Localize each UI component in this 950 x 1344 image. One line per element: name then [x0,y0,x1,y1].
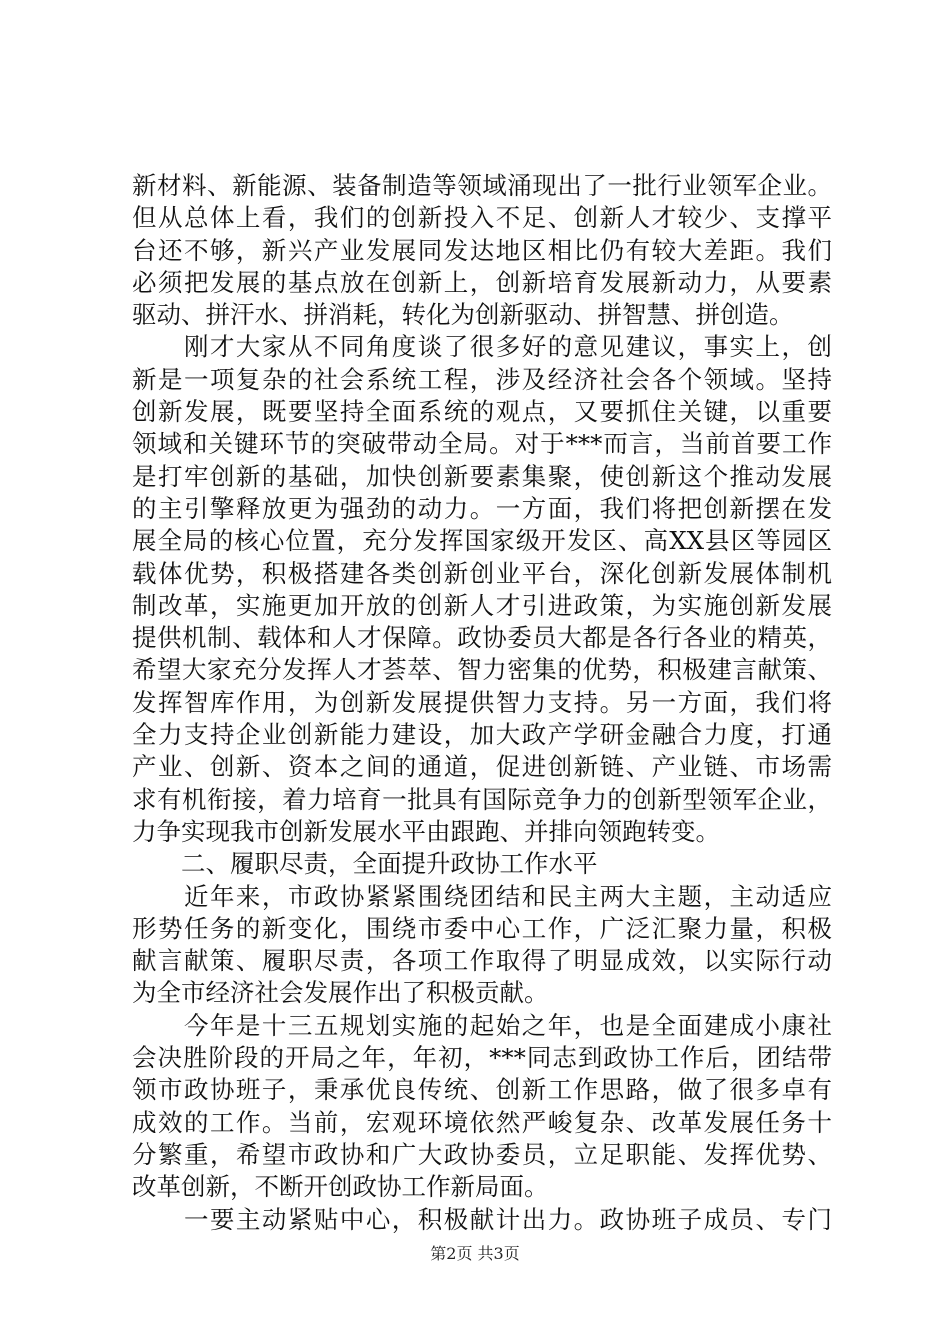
text-line: 会决胜阶段的开局之年，年初，***同志到政协工作后，团结带 [132,1043,832,1073]
text-line: 台还不够，新兴产业发展同发达地区相比仍有较大差距。我们 [132,235,832,265]
text-line: 新是一项复杂的社会系统工程，涉及经济社会各个领域。坚持 [132,364,832,394]
text-line: 全力支持企业创新能力建设，加大政产学研金融合力度，打通 [132,720,832,750]
text-line: 驱动、拼汗水、拼消耗，转化为创新驱动、拼智慧、拼创造。 [132,300,794,330]
text-line: 展全局的核心位置，充分发挥国家级开发区、高XX县区等园区 [132,526,832,556]
text-line: 领市政协班子，秉承优良传统、创新工作思路，做了很多卓有 [132,1075,832,1105]
document-body [132,170,832,1236]
text-line: 刚才大家从不同角度谈了很多好的意见建议，事实上，创 [132,332,832,362]
page-footer: 第2页 共3页 [430,1244,520,1263]
text-line: 为全市经济社会发展作出了积极贡献。 [132,978,549,1008]
text-line: 载体优势，积极搭建各类创新创业平台，深化创新发展体制机 [132,558,832,588]
text-line: 制改革，实施更加开放的创新人才引进政策，为实施创新发展 [132,590,832,620]
text-line: 力争实现我市创新发展水平由跟跑、并排向领跑转变。 [132,816,720,846]
text-line: 但从总体上看，我们的创新投入不足、创新人才较少、支撑平 [132,203,832,233]
text-line: 成效的工作。当前，宏观环境依然严峻复杂、改革发展任务十 [132,1107,832,1137]
text-line: 二、履职尽责，全面提升政协工作水平 [132,849,598,879]
text-line: 产业、创新、资本之间的通道，促进创新链、产业链、市场需 [132,752,832,782]
text-line: 发挥智库作用，为创新发展提供智力支持。另一方面，我们将 [132,687,832,717]
text-line: 近年来，市政协紧紧围绕团结和民主两大主题，主动适应 [132,881,832,911]
text-line: 新材料、新能源、装备制造等领域涌现出了一批行业领军企业。 [132,171,832,200]
text-line: 求有机衔接，着力培育一批具有国际竞争力的创新型领军企业， [132,784,832,814]
text-line: 一要主动紧贴中心，积极献计出力。政协班子成员、专门 [132,1204,832,1234]
text-line: 提供机制、载体和人才保障。政协委员大都是各行各业的精英， [132,623,832,653]
text-line: 献言献策、履职尽责，各项工作取得了明显成效，以实际行动 [132,946,832,976]
text-line: 是打牢创新的基础，加快创新要素集聚，使创新这个推动发展 [132,461,832,491]
text-line: 形势任务的新变化，围绕市委中心工作，广泛汇聚力量，积极 [132,913,832,943]
text-line: 希望大家充分发挥人才荟萃、智力密集的优势，积极建言献策、 [132,655,832,685]
text-line: 今年是十三五规划实施的起始之年，也是全面建成小康社 [132,1010,832,1040]
text-line: 改革创新，不断开创政协工作新局面。 [132,1172,549,1202]
text-line: 分繁重，希望市政协和广大政协委员，立足职能、发挥优势、 [132,1139,832,1169]
text-line: 创新发展，既要坚持全面系统的观点，又要抓住关键，以重要 [132,397,832,427]
text-line: 必须把发展的基点放在创新上，创新培育发展新动力，从要素 [132,267,832,297]
text-line: 领域和关键环节的突破带动全局。对于***而言，当前首要工作 [132,429,832,459]
text-line: 的主引擎释放更为强劲的动力。一方面，我们将把创新摆在发 [132,493,832,523]
